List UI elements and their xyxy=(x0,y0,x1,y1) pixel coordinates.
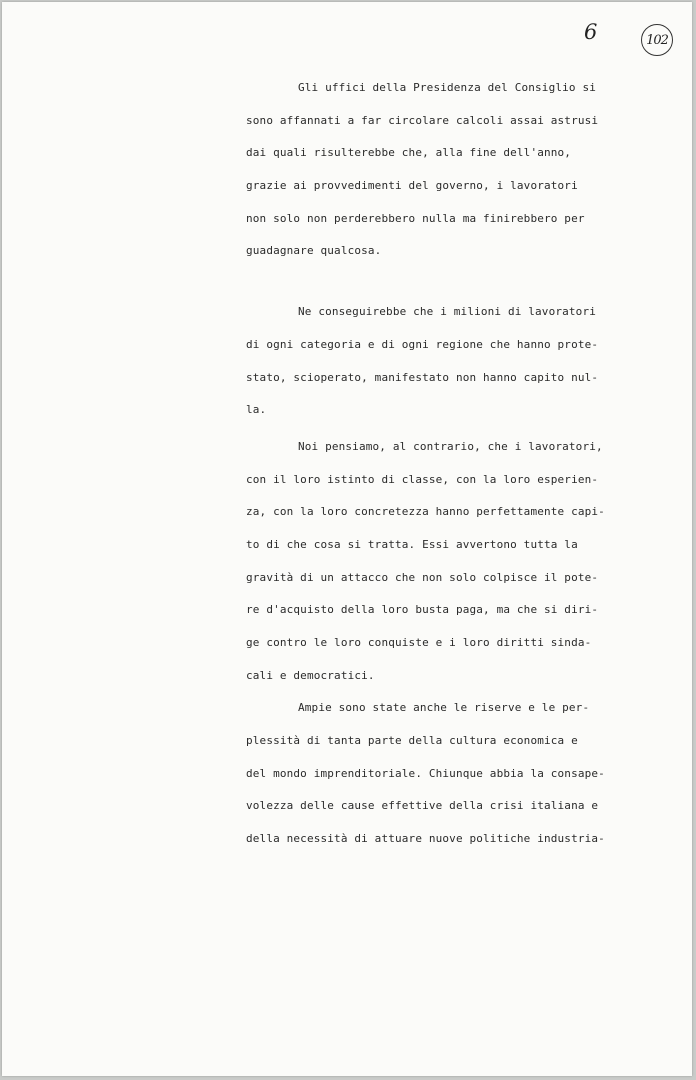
text-line: del mondo imprenditoriale. Chiunque abbia la consape- xyxy=(246,766,605,780)
text-line: za, con la loro concretezza hanno perfettamente capi- xyxy=(246,505,605,519)
document-page xyxy=(2,2,692,1076)
text-line: stato, scioperato, manifestato non hanno capito nul- xyxy=(246,370,599,384)
paragraph xyxy=(246,296,626,427)
paragraph xyxy=(246,431,626,693)
text-line: cali e democratici. xyxy=(246,668,375,682)
text-line: di ogni categoria e di ogni regione che hanno prote- xyxy=(246,337,599,351)
text-line: to di che cosa si tratta. Essi avvertono tutta la xyxy=(246,537,578,551)
text-line: dai quali risulterebbe che, alla fine dell'anno, xyxy=(246,146,572,160)
text-line: sono affannati a far circolare calcoli assai astrusi xyxy=(246,113,599,127)
text-line: ge contro le loro conquiste e i loro diritti sinda- xyxy=(246,636,592,649)
text-line: re d'acquisto della loro busta paga, ma che si diri- xyxy=(246,603,599,617)
paragraph xyxy=(246,72,626,268)
text-line: Ampie sono state anche le riserve e le per- xyxy=(298,701,590,715)
page-number: 6 xyxy=(584,20,598,44)
text-line: guadagnare qualcosa. xyxy=(246,244,382,258)
text-line: della necessità di attuare nuove politiche industria- xyxy=(246,832,605,846)
text-line: gravità di un attacco che non solo colpisce il pote- xyxy=(246,570,599,584)
archive-number-stamp: 102 xyxy=(641,24,673,56)
body-text xyxy=(246,72,626,856)
text-line: plessità di tanta parte della cultura economica e xyxy=(246,734,578,748)
text-line: con il loro istinto di classe, con la loro esperien- xyxy=(246,472,599,486)
text-line: Noi pensiamo, al contrario, che i lavoratori, xyxy=(298,439,603,453)
text-line: la. xyxy=(246,403,267,417)
text-line: Gli uffici della Presidenza del Consiglio si xyxy=(298,81,596,94)
text-line: non solo non perderebbero nulla ma finirebbero per xyxy=(246,211,585,225)
text-line: Ne conseguirebbe che i milioni di lavoratori xyxy=(298,305,596,319)
text-line: grazie ai provvedimenti del governo, i lavoratori xyxy=(246,179,578,193)
text-line: volezza delle cause effettive della crisi italiana e xyxy=(246,799,599,813)
paragraph xyxy=(246,692,626,855)
